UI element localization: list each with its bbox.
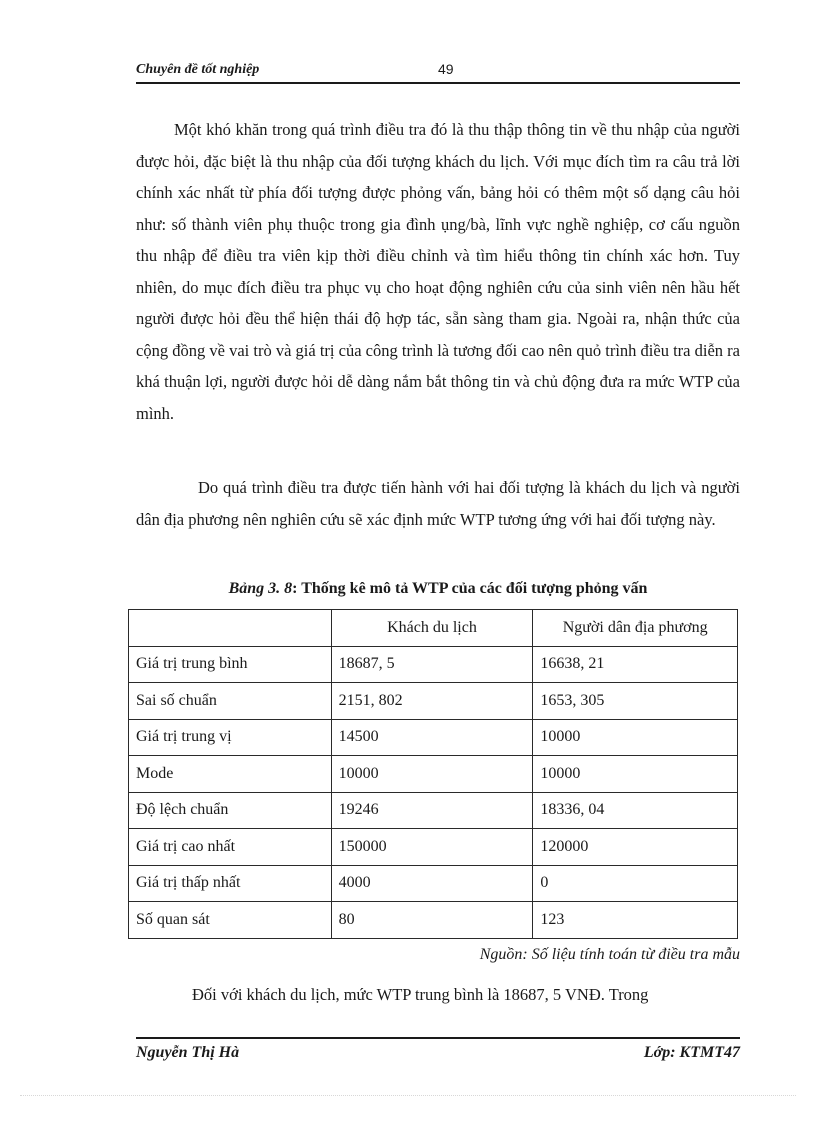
page-bottom-edge [20, 1095, 796, 1096]
table-cell: 4000 [331, 865, 533, 902]
paragraph-3: Đối với khách du lịch, mức WTP trung bình là 18687, 5 VNĐ. Trong [192, 985, 649, 1004]
row-label: Số quan sát [129, 902, 332, 939]
table-cell: 150000 [331, 829, 533, 866]
table-row [129, 646, 738, 683]
table-row [129, 683, 738, 720]
table-cell: 18336, 04 [533, 792, 738, 829]
table-cell: 1653, 305 [533, 683, 738, 720]
table-cell: 10000 [533, 719, 738, 756]
table-cell: 10000 [533, 756, 738, 793]
table-cell: 16638, 21 [533, 646, 738, 683]
table-source-note: Nguồn: Số liệu tính toán từ điều tra mẫu [479, 946, 740, 963]
row-label: Giá trị trung bình [129, 646, 332, 683]
table-caption [136, 577, 740, 601]
table-row [129, 756, 738, 793]
row-label: Giá trị cao nhất [129, 829, 332, 866]
table-header-row [129, 610, 738, 647]
row-label: Giá trị trung vị [129, 719, 332, 756]
table-cell: 120000 [533, 829, 738, 866]
table-cell: 2151, 802 [331, 683, 533, 720]
table-cell: 10000 [331, 756, 533, 793]
row-label: Sai số chuẩn [129, 683, 332, 720]
table-header-cell [129, 610, 332, 647]
table-cell: 18687, 5 [331, 646, 533, 683]
table-caption-label: Bảng 3. 8 [228, 580, 293, 597]
footer-author: Nguyễn Thị Hà [136, 1044, 240, 1061]
page-header [136, 60, 740, 84]
table-cell: 123 [533, 902, 738, 939]
table-header-cell: Người dân địa phương [533, 610, 738, 647]
paragraph-2: Do quá trình điều tra được tiến hành với hai đối tượng là khách du lịch và người dân địa phương nên nghiên cứu sẽ xác định mức WTP tương ứng với hai đối tượng này. [136, 478, 740, 529]
table-cell: 80 [331, 902, 533, 939]
table-row [129, 719, 738, 756]
footer-class: Lớp: KTMT47 [643, 1044, 740, 1061]
row-label: Giá trị thấp nhất [129, 865, 332, 902]
table-caption-text: : Thống kê mô tả WTP của các đối tượng phỏng vấn [292, 580, 648, 597]
table-row [129, 902, 738, 939]
row-label: Mode [129, 756, 332, 793]
row-label: Độ lệch chuẩn [129, 792, 332, 829]
header-title: Chuyên đề tốt nghiệp [136, 62, 260, 77]
footer-divider [136, 1037, 740, 1039]
table-row [129, 829, 738, 866]
table-row [129, 792, 738, 829]
table-cell: 19246 [331, 792, 533, 829]
table-row [129, 865, 738, 902]
table-cell: 0 [533, 865, 738, 902]
page-number: 49 [438, 61, 454, 77]
table-header-cell: Khách du lịch [331, 610, 533, 647]
wtp-statistics-table [128, 609, 738, 939]
paragraph-1: Một khó khăn trong quá trình điều tra đó là thu thập thông tin về thu nhập của người được hỏi, đặc biệt là thu nhập của đối tượng khách du lịch. Với mục đích tìm ra câu trả lời chính xác nhất từ phía đối tượng được phỏng vấn, bảng hỏi có thêm một số dạng câu hỏi như: số thành viên phụ thuộc trong gia đình ụng/bà, lĩnh vực nghề nghiệp, cơ cấu nguồn thu nhập để điều tra viên kịp thời điều chỉnh và tìm hiểu thông tin chính xác hơn. Tuy nhiên, do mục đích điều tra phục vụ cho hoạt động nghiên cứu của sinh viên nên hầu hết người được hỏi đều thể hiện thái độ hợp tác, sẵn sàng tham gia. Ngoài ra, nhận thức của cộng đồng về vai trò và giá trị của công trình là tương đối cao nên quỏ trình điều tra diễn ra khá thuận lợi, người được hỏi dễ dàng nắm bắt thông tin và chủ động đưa ra mức WTP của mình. [136, 120, 740, 423]
table-cell: 14500 [331, 719, 533, 756]
